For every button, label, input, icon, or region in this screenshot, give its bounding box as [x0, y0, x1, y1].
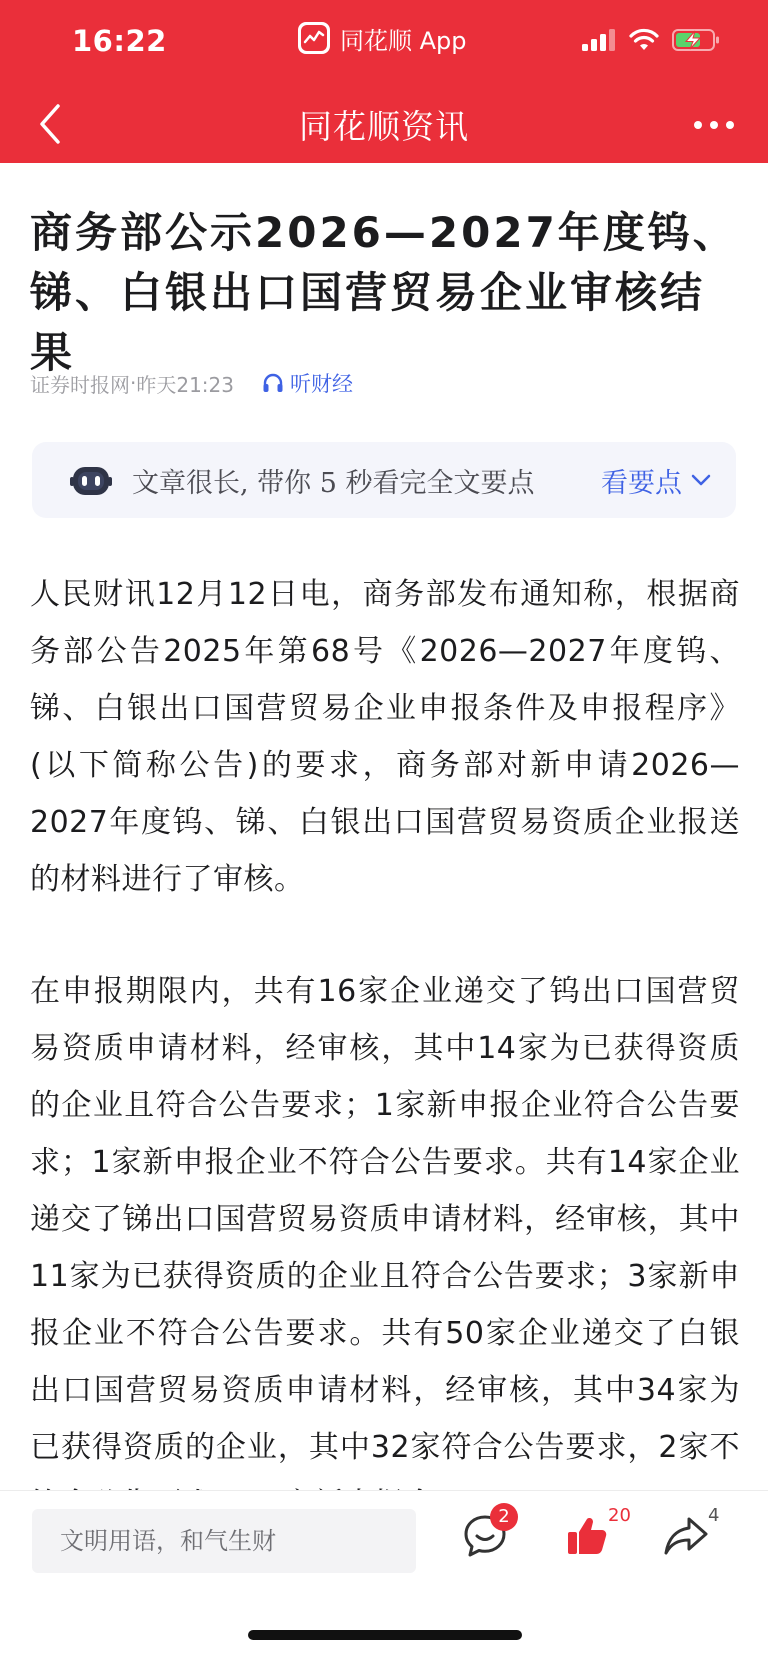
app-logo-icon	[298, 22, 330, 54]
summary-action-label: 看要点	[601, 467, 682, 499]
share-button[interactable]	[662, 1505, 720, 1563]
wifi-icon	[628, 28, 660, 52]
share-count: 4	[708, 1505, 720, 1526]
view-key-points-button[interactable]	[601, 442, 712, 518]
cellular-signal-icon	[582, 29, 616, 51]
more-button[interactable]	[690, 110, 738, 140]
comment-input[interactable]	[32, 1509, 416, 1573]
nav-title: 同花顺资讯	[299, 107, 469, 146]
meta-separator: ·	[130, 371, 137, 395]
chevron-down-icon	[690, 473, 712, 487]
article-time: 昨天21:23	[136, 372, 234, 397]
summary-prompt: 文章很长, 带你 5 秒看完全文要点	[132, 467, 535, 499]
home-indicator[interactable]	[248, 1630, 522, 1640]
header	[0, 0, 768, 163]
article-paragraph: 人民财讯12月12日电，商务部发布通知称，根据商务部公告2025年第68号《2026—2027年度钨、锑、白银出口国营贸易企业申报条件及申报程序》(以下简称公告)的要求，商务部对新申请2026—2027年度钨、锑、白银出口国营贸易资质企业报送的材料进行了审核。	[30, 577, 740, 897]
summary-box[interactable]	[32, 442, 736, 518]
robot-assistant-icon	[70, 459, 112, 501]
listen-button[interactable]	[262, 368, 353, 398]
article-meta	[30, 368, 353, 398]
article-title: 商务部公示2026—2027年度钨、锑、白银出口国营贸易企业审核结果	[30, 208, 738, 377]
headphones-icon	[262, 372, 284, 394]
share-arrow-icon	[662, 1513, 710, 1559]
comment-button[interactable]	[462, 1506, 510, 1563]
more-dots-icon	[690, 110, 738, 140]
comment-count-badge: 2	[490, 1503, 518, 1531]
battery-charging-icon	[672, 28, 720, 52]
article-body	[30, 566, 740, 1588]
status-time: 16:22	[72, 24, 167, 58]
like-count: 20	[608, 1505, 631, 1526]
like-button[interactable]	[564, 1505, 631, 1563]
article-source: 证券时报网	[30, 372, 130, 397]
status-app-indicator[interactable]	[298, 20, 467, 56]
article-paragraph: 在申报期限内，共有16家企业递交了钨出口国营贸易资质申请材料，经审核，其中14家为已获得资质的企业且符合公告要求；1家新申报企业符合公告要求；1家新申报企业不符合公告要求。共有14家企业递交了锑出口国营贸易资质申请材料，经审核，其中11家为已获得资质的企业且符合公告要求；3家新申报企业不符合公告要求。共有50家企业递交了白银出口国营贸易资质申请材料，经审核，其中34家为已获得资质的企业，其中32家符合公告要求，2家不	[30, 974, 740, 1465]
listen-label: 听财经	[290, 372, 353, 396]
status-app-name: 同花顺 App	[340, 26, 467, 55]
status-icons	[582, 28, 720, 52]
thumbs-up-icon	[564, 1513, 610, 1559]
